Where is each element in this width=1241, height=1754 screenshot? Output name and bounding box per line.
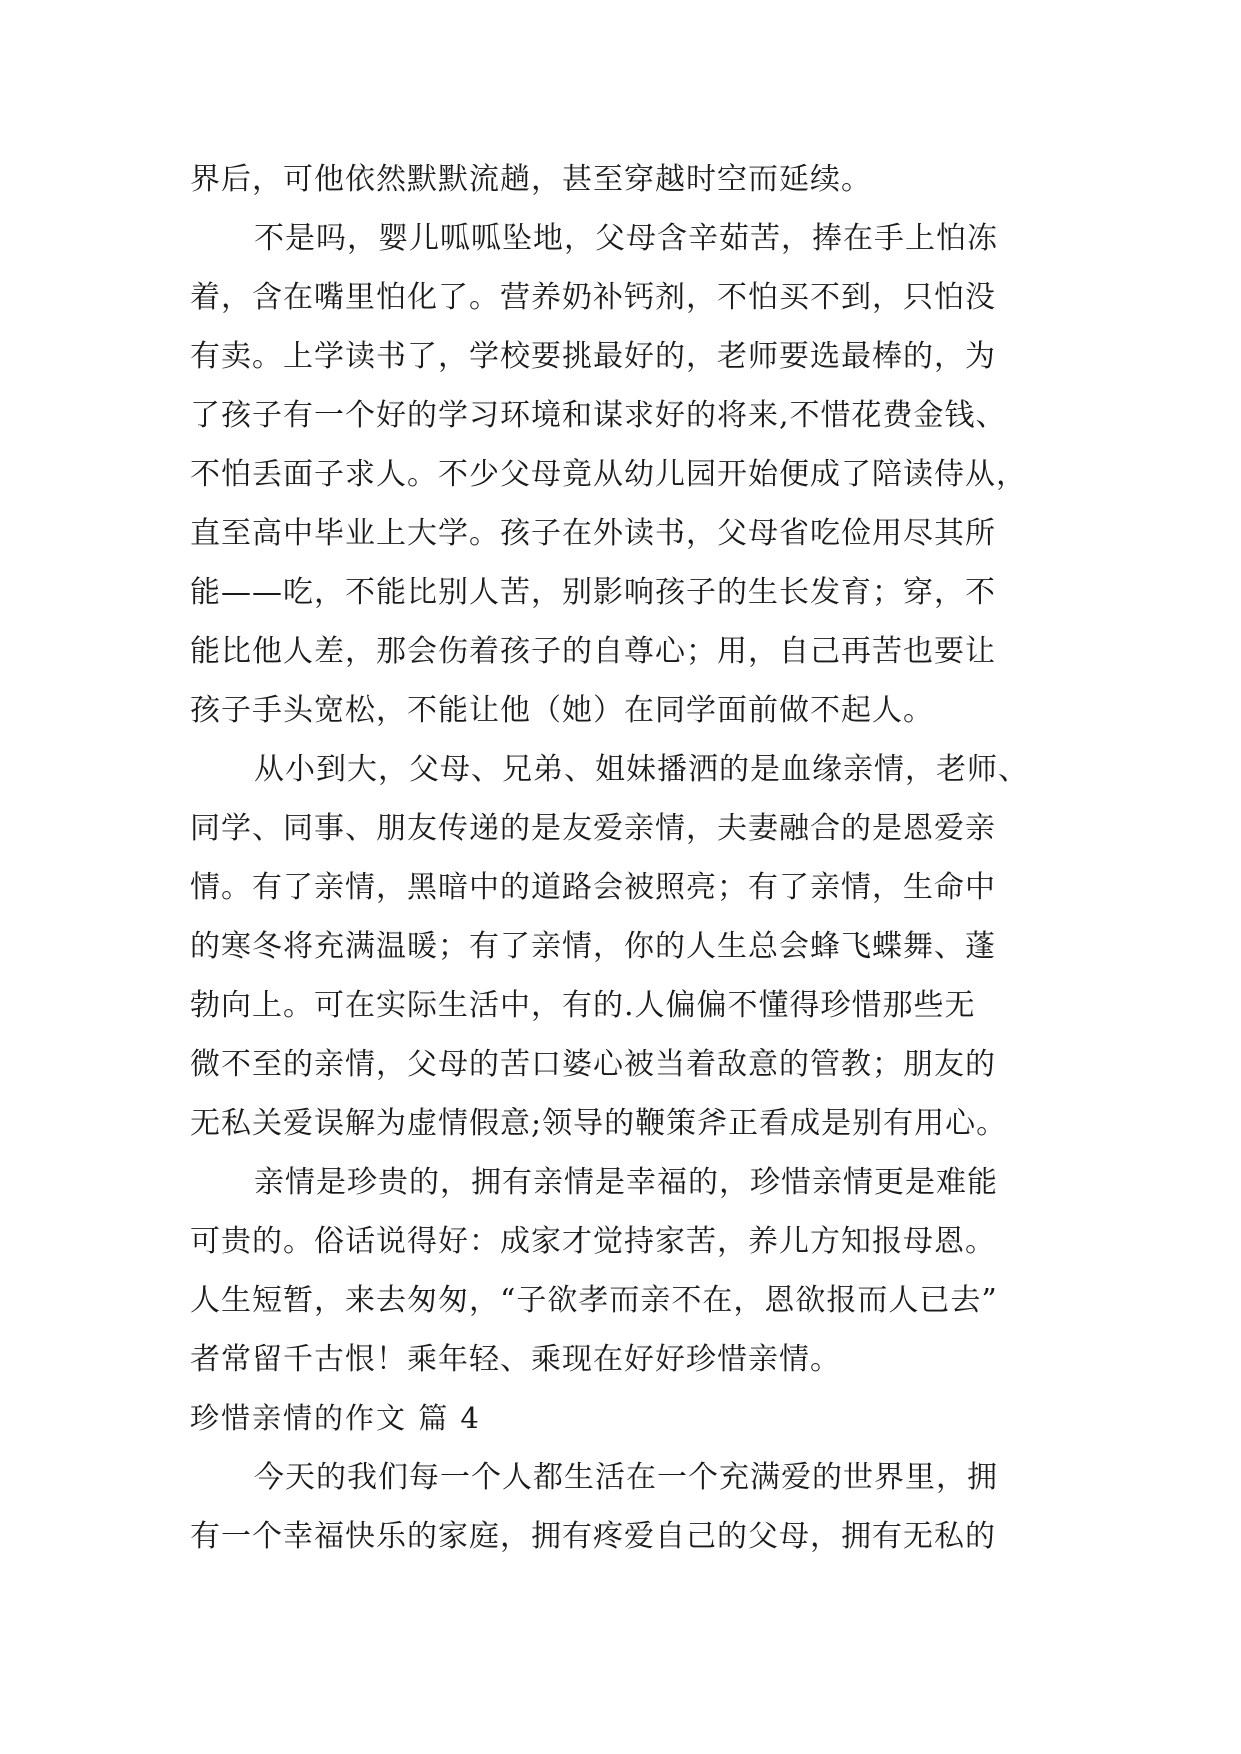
text-line: 的寒冬将充满温暖；有了亲情，你的人生总会蜂飞蝶舞、蓬 — [190, 929, 996, 964]
text-line: 直至高中毕业上大学。孩子在外读书，父母省吃俭用尽其所 — [190, 516, 996, 551]
section-heading: 珍惜亲情的作文 篇 4 — [190, 1401, 481, 1435]
text-line: 人生短暂，来去匆匆，“子欲孝而亲不在，恩欲报而人已去” — [190, 1283, 998, 1318]
text-line: 孩子手头宽松，不能让他（她）在同学面前做不起人。 — [190, 693, 934, 728]
text-line: 有卖。上学读书了，学校要挑最好的，老师要选最棒的，为 — [190, 339, 996, 374]
text-line: 着，含在嘴里怕化了。营养奶补钙剂，不怕买不到，只怕没 — [190, 280, 996, 315]
text-line: 情。有了亲情，黑暗中的道路会被照亮；有了亲情，生命中 — [190, 870, 996, 905]
text-line: 了孩子有一个好的学习环境和谋求好的将来,不惜花费金钱、 — [190, 398, 1007, 433]
text-line: 微不至的亲情，父母的苦口婆心被当着敌意的管教；朋友的 — [190, 1047, 996, 1082]
text-line: 同学、同事、朋友传递的是友爱亲情，夫妻融合的是恩爱亲 — [190, 811, 996, 846]
text-line: 界后，可他依然默默流趟，甚至穿越时空而延续。 — [190, 162, 872, 197]
text-line: 可贵的。俗话说得好：成家才觉持家苦，养儿方知报母恩。 — [190, 1224, 996, 1259]
document-body — [190, 150, 1050, 1566]
text-line: 能比他人差，那会伤着孩子的自尊心；用，自己再苦也要让 — [190, 634, 996, 669]
paragraph-start-line: 从小到大，父母、兄弟、姐妹播洒的是血缘亲情，老师、 — [254, 752, 1029, 787]
text-line: 者常留千古恨！乘年轻、乘现在好好珍惜亲情。 — [190, 1342, 841, 1377]
text-line: 能——吃，不能比别人苦，别影响孩子的生长发育；穿，不 — [190, 575, 996, 610]
paragraph-start-line: 今天的我们每一个人都生活在一个充满爱的世界里，拥 — [254, 1460, 998, 1495]
text-line: 勃向上。可在实际生活中，有的.人偏偏不懂得珍惜那些无 — [190, 988, 976, 1023]
paragraph-start-line: 亲情是珍贵的，拥有亲情是幸福的，珍惜亲情更是难能 — [254, 1165, 998, 1200]
text-line: 不怕丢面子求人。不少父母竟从幼儿园开始便成了陪读侍从， — [190, 457, 1027, 492]
text-line: 无私关爱误解为虚情假意;领导的鞭策斧正看成是别有用心。 — [190, 1106, 1008, 1141]
text-line: 有一个幸福快乐的家庭，拥有疼爱自己的父母，拥有无私的 — [190, 1519, 996, 1554]
paragraph-start-line: 不是吗，婴儿呱呱坠地，父母含辛茹苦，捧在手上怕冻 — [254, 221, 998, 256]
